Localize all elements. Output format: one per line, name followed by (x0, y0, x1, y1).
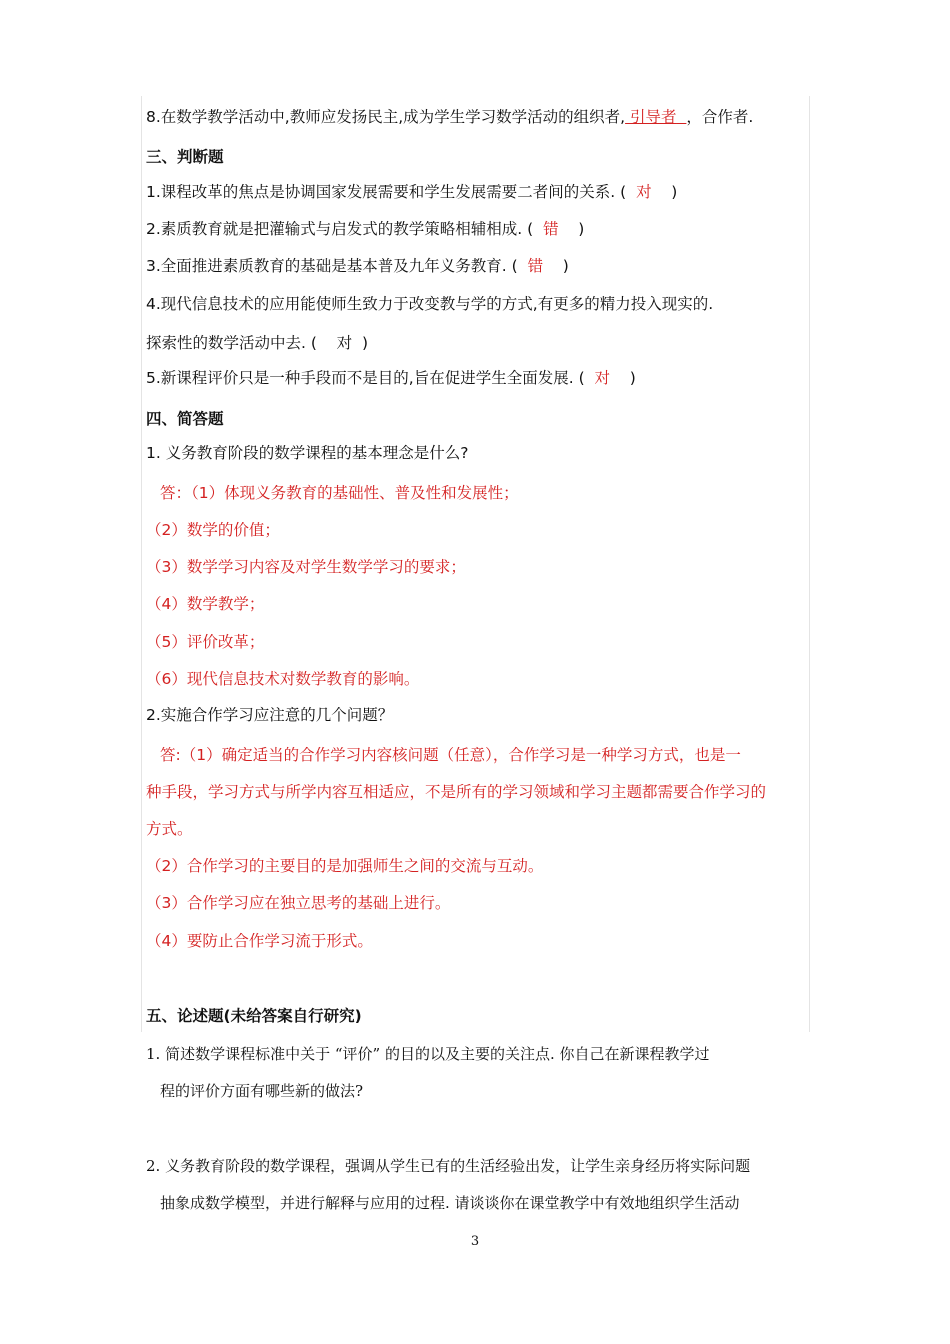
answer-blank: 引导者 (630, 108, 677, 126)
answer-line: 方式。 (146, 820, 193, 838)
judgement-item-2: 2.素质教育就是把灌输式与启发式的教学策略相辅相成. ( 错 ) (146, 220, 585, 238)
judgement-item-3: 3.全面推进素质教育的基础是基本普及九年义务教育. ( 错 ) (146, 257, 569, 275)
answer-line: （2）合作学习的主要目的是加强师生之间的交流与互动。 (146, 857, 544, 875)
answer-mark: 对 (594, 369, 610, 387)
answer-mark: 错 (543, 220, 559, 238)
answer-line: （3）合作学习应在独立思考的基础上进行。 (146, 894, 451, 912)
essay-question-1: 1. 简述数学课程标准中关于 “评价” 的目的以及主要的关注点. 你自己在新课程教学过 (146, 1045, 710, 1063)
essay-question-2-cont: 抽象成数学模型，并进行解释与应用的过程. 请谈谈你在课堂教学中有效地组织学生活动 (160, 1194, 740, 1212)
answer-line: 答：（1）体现义务教育的基础性、普及性和发展性； (160, 484, 519, 502)
judgement-item-4-cont: 探索性的数学活动中去. ( 对 ) (146, 334, 369, 352)
judgement-item-4: 4.现代信息技术的应用能使师生致力于改变教与学的方式,有更多的精力投入现实的. (146, 295, 714, 313)
page-number: 3 (470, 1234, 480, 1249)
answer-line: （4）要防止合作学习流于形式。 (146, 932, 373, 950)
essay-question-1-cont: 程的评价方面有哪些新的做法? (160, 1082, 364, 1100)
section-title-essay: 五、论述题(未给答案自行研究) (146, 1007, 362, 1025)
question-text-tail: ，合作者. (686, 108, 754, 126)
section-title-judgement: 三、判断题 (146, 148, 224, 166)
answer-mark: 对 (636, 183, 652, 201)
answer-line: （5）评价改革； (146, 633, 265, 651)
question-text: 8.在数学教学活动中,教师应发扬民主,成为学生学习数学活动的组织者, (146, 108, 626, 126)
judgement-item-5: 5.新课程评价只是一种手段而不是目的,旨在促进学生全面发展. ( 对 ) (146, 369, 636, 387)
short-question-1: 1. 义务教育阶段的数学课程的基本理念是什么? (146, 444, 469, 462)
judgement-item-1: 1.课程改革的焦点是协调国家发展需要和学生发展需要二者间的关系. ( 对 ) (146, 183, 678, 201)
answer-line: 答:（1）确定适当的合作学习内容核问题（任意），合作学习是一种学习方式，也是一 (160, 746, 741, 764)
answer-mark: 对 (336, 334, 353, 352)
answer-line: （6）现代信息技术对数学教育的影响。 (146, 670, 420, 688)
answer-line: （3）数学学习内容及对学生数学学习的要求； (146, 558, 466, 576)
essay-question-2: 2. 义务教育阶段的数学课程，强调从学生已有的生活经验出发，让学生亲身经历将实际问题 (146, 1157, 751, 1175)
answer-line: 种手段，学习方式与所学内容互相适应，不是所有的学习领域和学习主题都需要合作学习的 (146, 783, 767, 801)
section-title-short-answer: 四、简答题 (146, 410, 224, 428)
answer-line: （2）数学的价值； (146, 521, 280, 539)
fill-question-8 (146, 106, 753, 128)
answer-line: （4）数学教学； (146, 595, 265, 613)
answer-mark: 错 (527, 257, 544, 275)
short-question-2: 2.实施合作学习应注意的几个问题？ (146, 706, 394, 724)
